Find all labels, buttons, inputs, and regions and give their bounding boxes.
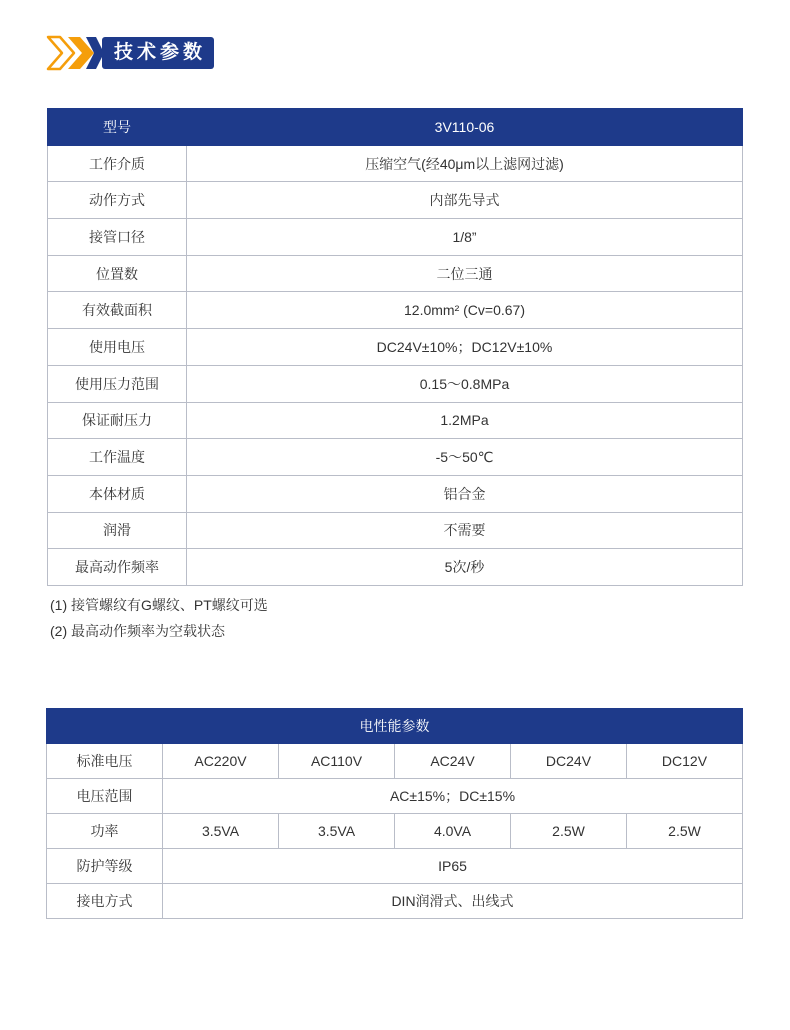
spec-label: 润滑	[48, 512, 187, 549]
spec-label: 使用压力范围	[48, 365, 187, 402]
power-cell: 4.0VA	[395, 814, 511, 849]
elec-table-title: 电性能参数	[47, 709, 743, 744]
table-row	[48, 219, 743, 256]
spec-label: 使用电压	[48, 329, 187, 366]
spec-value: 5次/秒	[187, 549, 743, 586]
spec-value: 0.15～0.8MPa	[187, 365, 743, 402]
table-row	[48, 475, 743, 512]
spec-value: -5～50℃	[187, 439, 743, 476]
table-row	[47, 744, 743, 779]
voltage-cell: DC24V	[511, 744, 627, 779]
spec-label: 动作方式	[48, 182, 187, 219]
spec-value: 1.2MPa	[187, 402, 743, 439]
voltage-label: 标准电压	[47, 744, 163, 779]
range-label: 电压范围	[47, 779, 163, 814]
table-row	[48, 145, 743, 182]
voltage-cell: AC24V	[395, 744, 511, 779]
table-row	[48, 182, 743, 219]
table-row	[48, 402, 743, 439]
footnotes	[50, 592, 268, 644]
elec-title-row	[47, 709, 743, 744]
spec-label: 工作介质	[48, 145, 187, 182]
spec-value: 1/8”	[187, 219, 743, 256]
spec-label: 本体材质	[48, 475, 187, 512]
electrical-table	[46, 708, 743, 919]
power-cell: 3.5VA	[163, 814, 279, 849]
section-header	[46, 35, 214, 71]
voltage-cell: DC12V	[627, 744, 743, 779]
table-row	[48, 329, 743, 366]
range-value: AC±15%；DC±15%	[163, 779, 743, 814]
power-cell: 3.5VA	[279, 814, 395, 849]
spec-table	[47, 108, 743, 586]
spec-label: 接管口径	[48, 219, 187, 256]
spec-value: 二位三通	[187, 255, 743, 292]
table-row	[47, 814, 743, 849]
protection-value: IP65	[163, 849, 743, 884]
table-row	[48, 292, 743, 329]
table-row	[47, 884, 743, 919]
connection-label: 接电方式	[47, 884, 163, 919]
footnote-2: (2) 最高动作频率为空载状态	[50, 623, 225, 639]
table-row	[48, 365, 743, 402]
table-row	[47, 849, 743, 884]
spec-label: 保证耐压力	[48, 402, 187, 439]
spec-value: DC24V±10%；DC12V±10%	[187, 329, 743, 366]
spec-header-label: 型号	[48, 109, 187, 146]
table-row	[48, 512, 743, 549]
voltage-cell: AC110V	[279, 744, 395, 779]
spec-value: 不需要	[187, 512, 743, 549]
spec-header-row	[48, 109, 743, 146]
spec-value: 铝合金	[187, 475, 743, 512]
spec-value: 12.0mm² (Cv=0.67)	[187, 292, 743, 329]
spec-header-value: 3V110-06	[187, 109, 743, 146]
spec-label: 工作温度	[48, 439, 187, 476]
spec-value: 压缩空气(经40μm以上滤网过滤)	[187, 145, 743, 182]
chevron-arrows-icon	[46, 35, 104, 71]
spec-label: 最高动作频率	[48, 549, 187, 586]
power-cell: 2.5W	[511, 814, 627, 849]
footnote-1: (1) 接管螺纹有G螺纹、PT螺纹可选	[50, 597, 268, 613]
section-title: 技术参数	[102, 37, 214, 69]
table-row	[48, 255, 743, 292]
table-row	[48, 439, 743, 476]
table-row	[48, 549, 743, 586]
protection-label: 防护等级	[47, 849, 163, 884]
table-row	[47, 779, 743, 814]
spec-label: 有效截面积	[48, 292, 187, 329]
spec-label: 位置数	[48, 255, 187, 292]
power-label: 功率	[47, 814, 163, 849]
power-cell: 2.5W	[627, 814, 743, 849]
spec-value: 内部先导式	[187, 182, 743, 219]
voltage-cell: AC220V	[163, 744, 279, 779]
connection-value: DIN润滑式、出线式	[163, 884, 743, 919]
